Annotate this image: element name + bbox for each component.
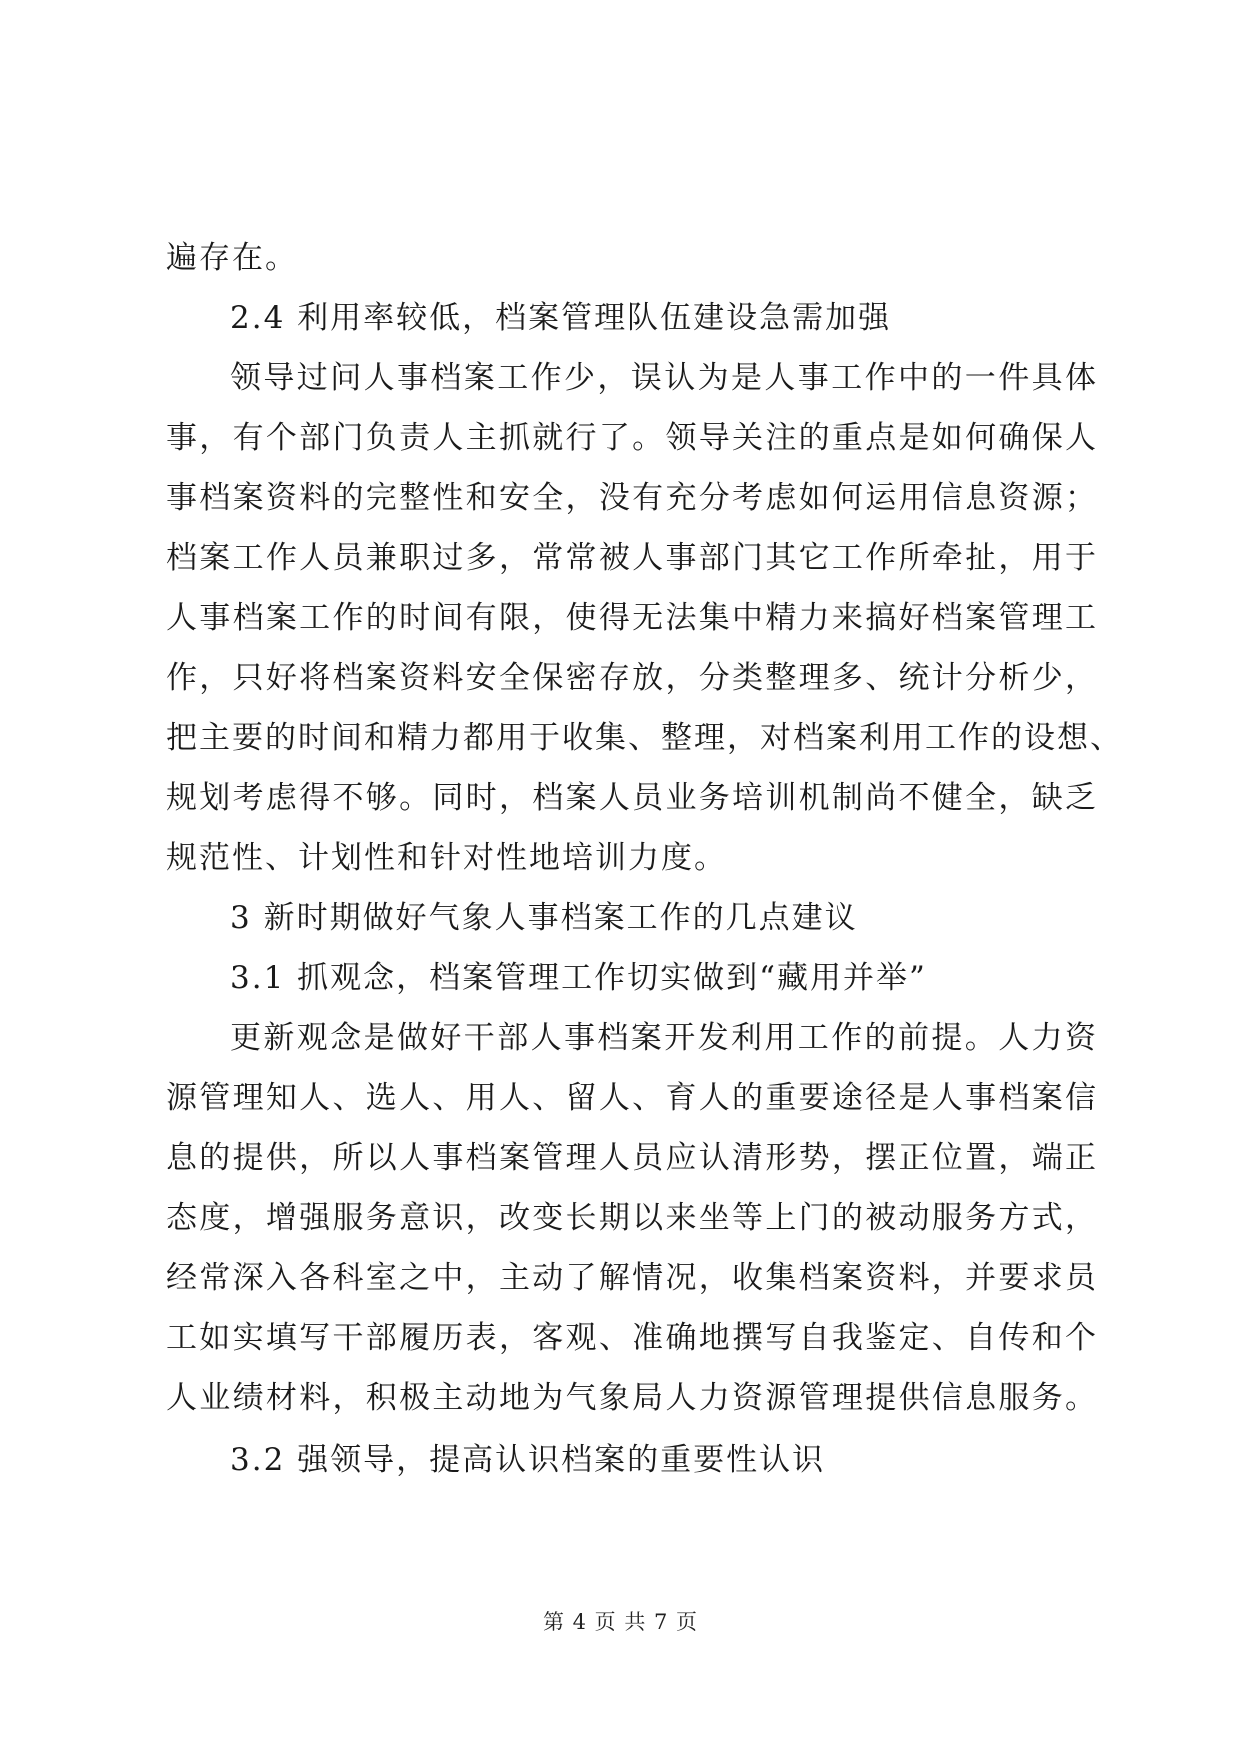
page-number-footer: 第 4 页 共 7 页: [542, 1610, 699, 1634]
document-body: [166, 228, 1123, 1490]
paragraph-line: 事档案资料的完整性和安全，没有充分考虑如何运用信息资源；: [166, 480, 1098, 516]
paragraph-line: 源管理知人、选人、用人、留人、育人的重要途径是人事档案信: [166, 1080, 1098, 1116]
paragraph-line: 态度，增强服务意识，改变长期以来坐等上门的被动服务方式，: [166, 1200, 1098, 1236]
paragraph-line: 领导过问人事档案工作少，误认为是人事工作中的一件具体: [230, 360, 1098, 396]
paragraph-line: 经常深入各科室之中，主动了解情况，收集档案资料，并要求员: [166, 1260, 1098, 1296]
paragraph-line: 息的提供，所以人事档案管理人员应认清形势，摆正位置，端正: [166, 1140, 1098, 1176]
paragraph-line: 把主要的时间和精力都用于收集、整理，对档案利用工作的设想、: [166, 720, 1123, 756]
paragraph-line: 人事档案工作的时间有限，使得无法集中精力来搞好档案管理工: [166, 600, 1098, 636]
section-heading-3-2: 3.2 强领导，提高认识档案的重要性认识: [230, 1442, 826, 1478]
section-heading-3-1: 3.1 抓观念，档案管理工作切实做到“藏用并举”: [230, 960, 927, 996]
paragraph-line: 工如实填写干部履历表，客观、准确地撰写自我鉴定、自传和个: [166, 1320, 1098, 1356]
paragraph-line: 档案工作人员兼职过多，常常被人事部门其它工作所牵扯，用于: [166, 540, 1098, 576]
paragraph-line: 作，只好将档案资料安全保密存放，分类整理多、统计分析少，: [166, 660, 1098, 696]
section-heading-3: 3 新时期做好气象人事档案工作的几点建议: [230, 900, 858, 936]
section-heading-2-4: 2.4 利用率较低，档案管理队伍建设急需加强: [230, 300, 892, 336]
paragraph-line: 更新观念是做好干部人事档案开发利用工作的前提。人力资: [230, 1020, 1098, 1056]
paragraph-line: 遍存在。: [166, 240, 298, 276]
paragraph-line: 人业绩材料，积极主动地为气象局人力资源管理提供信息服务。: [166, 1380, 1098, 1416]
paragraph-line: 规划考虑得不够。同时，档案人员业务培训机制尚不健全，缺乏: [166, 780, 1098, 816]
paragraph-line: 规范性、计划性和针对性地培训力度。: [166, 840, 727, 876]
paragraph-line: 事，有个部门负责人主抓就行了。领导关注的重点是如何确保人: [166, 420, 1098, 456]
